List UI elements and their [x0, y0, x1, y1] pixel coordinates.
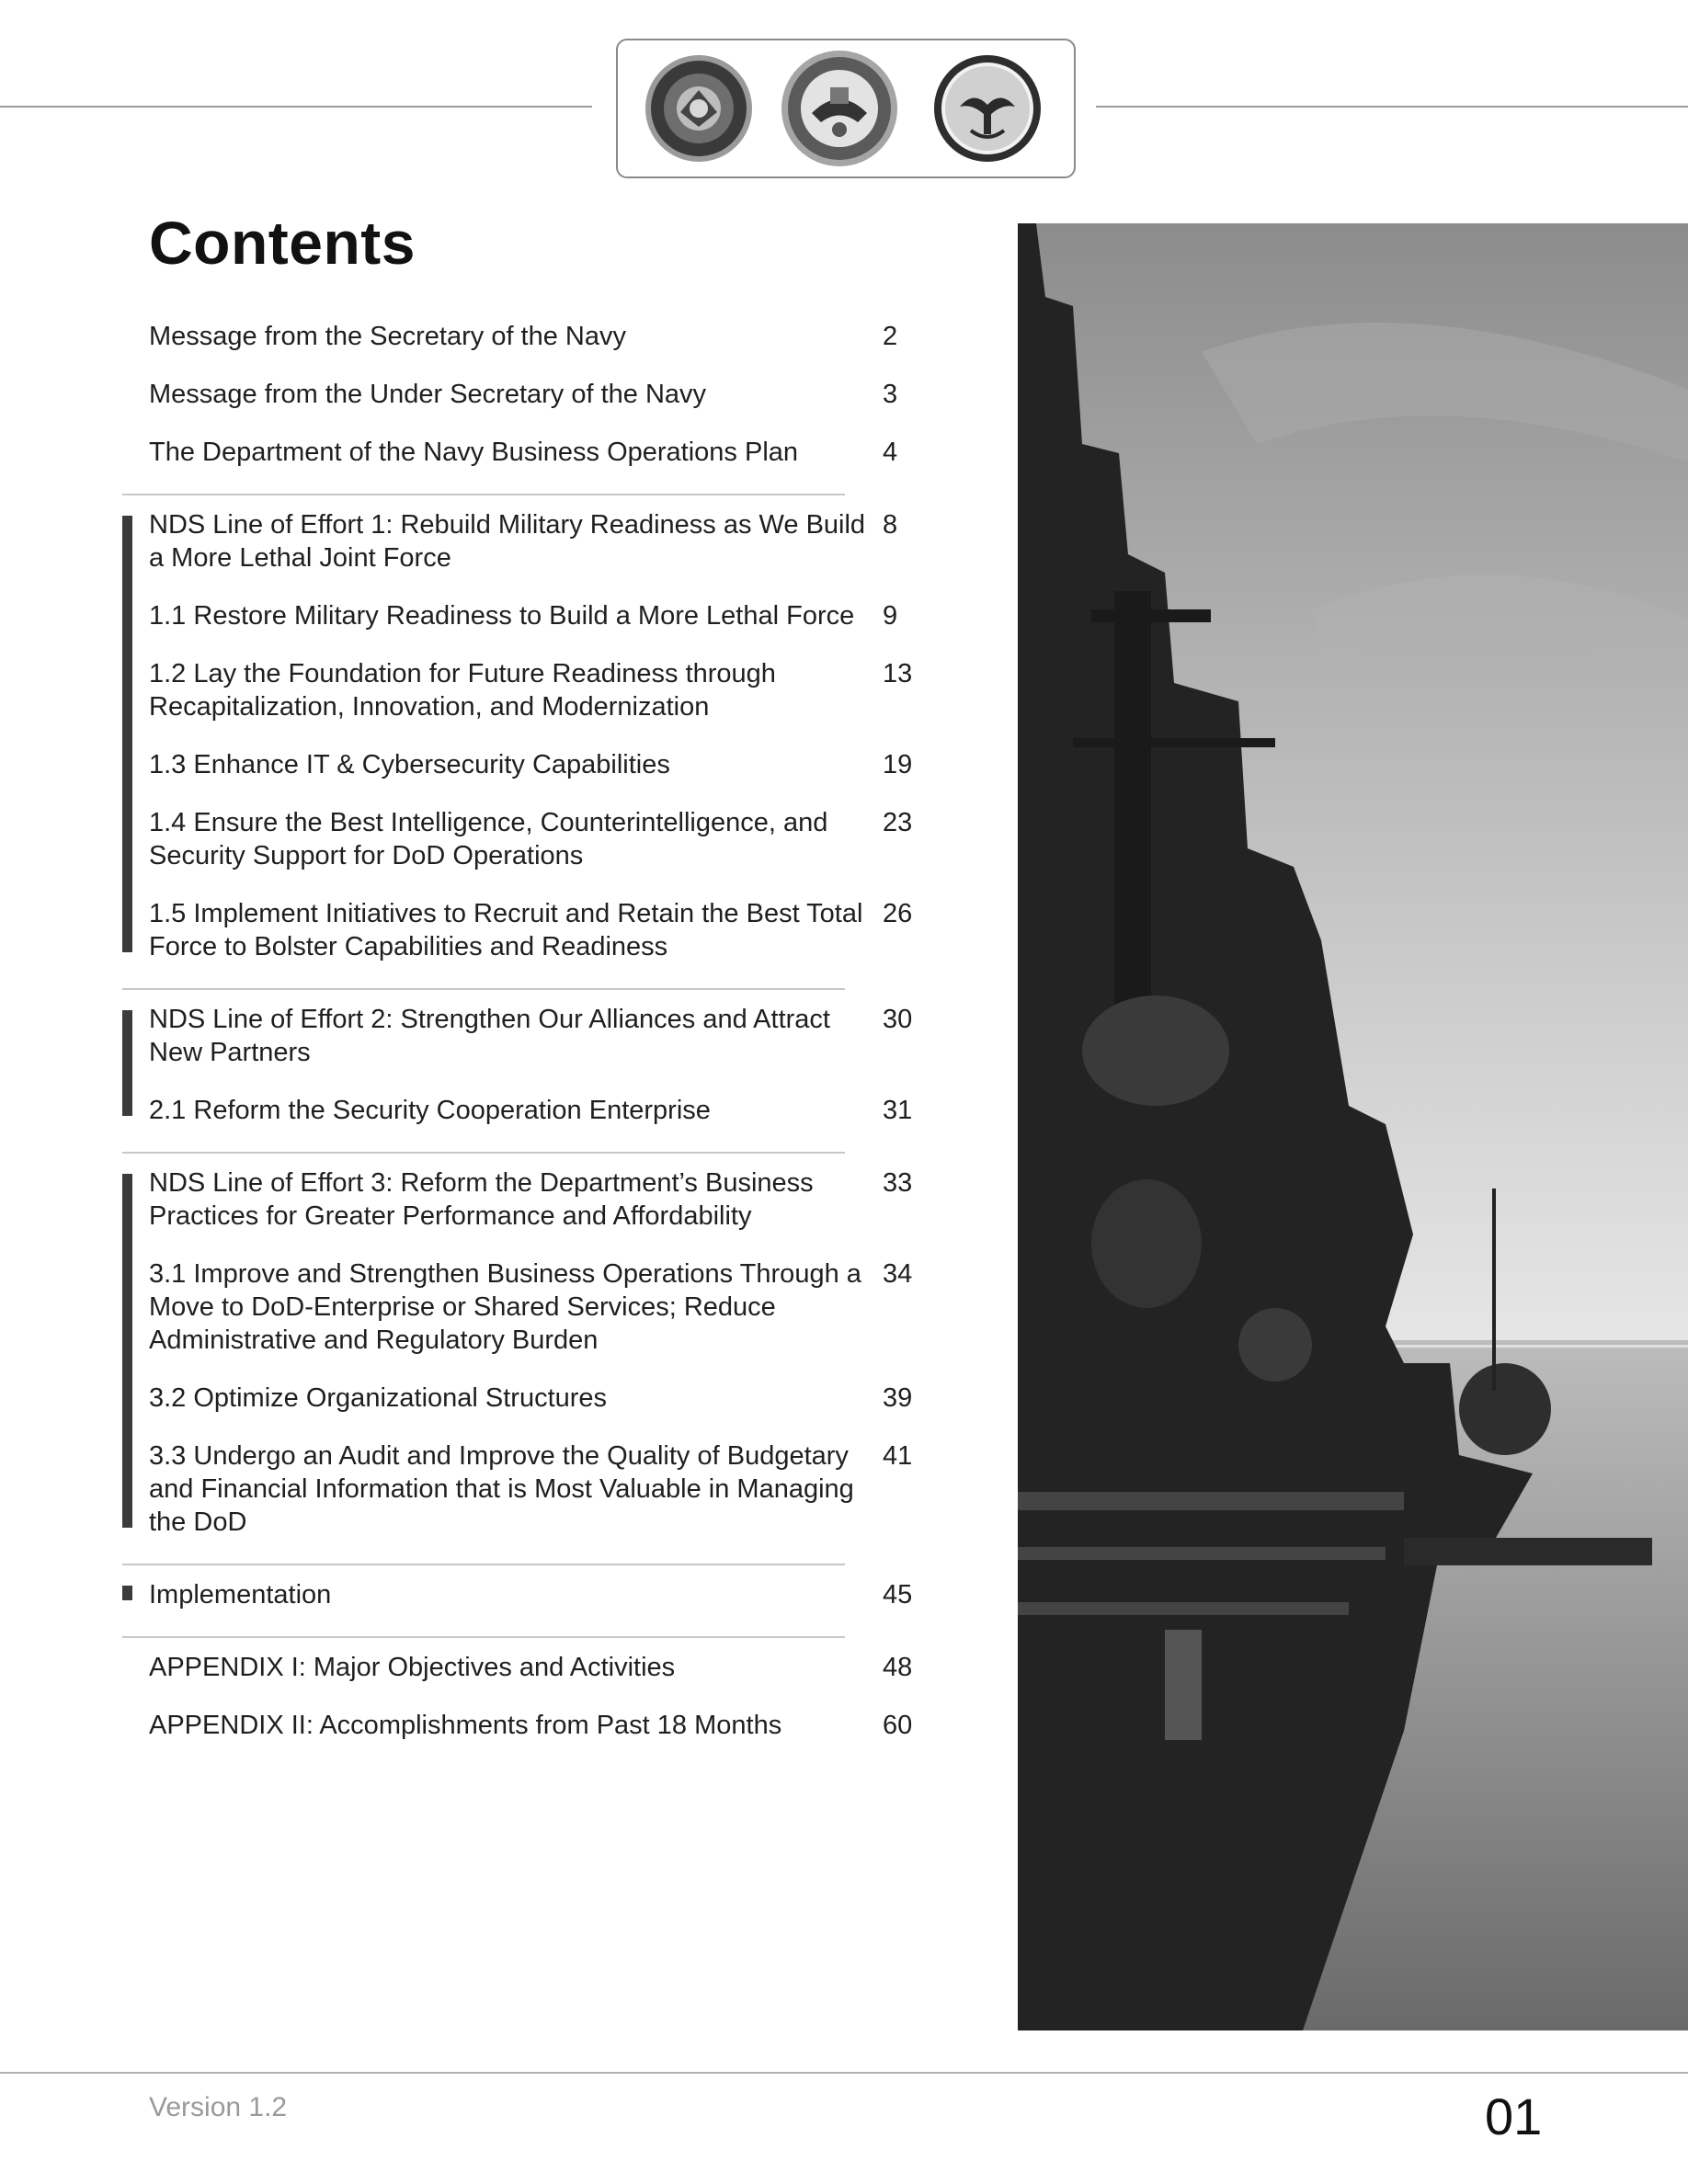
toc-entry[interactable]: [122, 897, 913, 963]
toc-entry[interactable]: [122, 1382, 913, 1415]
toc-section: [122, 494, 913, 963]
toc-entry-title: 1.1 Restore Military Readiness to Build a More Lethal Force: [149, 601, 855, 631]
toc-entry-title: 3.2 Optimize Organizational Structures: [149, 1383, 608, 1413]
toc-entry-title: 3.3 Undergo an Audit and Improve the Quality of Budgetary and Financial Information that is Most Valuable in Managing the DoD: [149, 1441, 854, 1537]
toc-entry[interactable]: [122, 1094, 913, 1127]
toc-entry-title: APPENDIX II: Accomplishments from Past 18 Months: [149, 1711, 782, 1740]
toc-entry-title: APPENDIX I: Major Objectives and Activities: [149, 1653, 676, 1682]
toc-entry-page: 48: [883, 1653, 913, 1682]
toc-entry-title: NDS Line of Effort 3: Reform the Department’s Business Practices for Greater Performance and Affordability: [149, 1168, 814, 1231]
ship-photo: [1018, 223, 1688, 2030]
toc-entry[interactable]: [122, 1651, 913, 1684]
toc-entry-page: 60: [883, 1711, 913, 1740]
toc-entry-page: 31: [883, 1096, 913, 1125]
toc-entry-page: 30: [883, 1005, 913, 1034]
toc-entry[interactable]: [122, 748, 913, 781]
toc-entry-page: 41: [883, 1441, 913, 1471]
toc-entry-title: The Department of the Navy Business Operations Plan: [149, 438, 799, 467]
toc-entry[interactable]: [122, 1709, 913, 1742]
toc-entry-page: 26: [883, 899, 913, 928]
toc-entry-title: Message from the Under Secretary of the Navy: [149, 380, 707, 409]
section-marker-bar: [122, 516, 132, 952]
toc-entry-title: 3.1 Improve and Strengthen Business Operations Through a Move to DoD-Enterprise or Shared Services; Reduce Administrative and Regulatory Burden: [149, 1259, 861, 1355]
toc-entry-title: Message from the Secretary of the Navy: [149, 322, 626, 351]
seal-frame: [616, 39, 1076, 178]
toc-entry[interactable]: [122, 378, 898, 411]
toc-section: [122, 320, 898, 469]
toc-section: [122, 1152, 913, 1539]
toc-entry-page: 45: [883, 1580, 913, 1610]
toc-entry[interactable]: [122, 806, 913, 872]
us-navy-emblem-icon: [932, 53, 1043, 164]
header-rule-right: [1096, 106, 1688, 108]
toc-entry-title: 2.1 Reform the Security Cooperation Enterprise: [149, 1096, 711, 1125]
toc-entry[interactable]: [122, 436, 898, 469]
toc-section: [122, 1564, 913, 1611]
toc-entry-page: 23: [883, 808, 913, 837]
toc-entry-page: 4: [883, 438, 898, 467]
toc-entry-page: 9: [883, 601, 898, 631]
toc-entry-title: 1.3 Enhance IT & Cybersecurity Capabilities: [149, 750, 670, 779]
page-number: 01: [1485, 2087, 1543, 2145]
toc-entry[interactable]: [122, 1166, 913, 1233]
toc-entry-page: 19: [883, 750, 913, 779]
toc-entry-title: 1.4 Ensure the Best Intelligence, Counterintelligence, and Security Support for DoD Operations: [149, 808, 828, 870]
page-title: Contents: [149, 209, 416, 277]
toc-entry-page: 39: [883, 1383, 913, 1413]
toc-entry[interactable]: [122, 1003, 913, 1069]
toc-section: [122, 988, 913, 1127]
toc-entry-page: 3: [883, 380, 898, 409]
toc-entry-page: 8: [883, 510, 898, 540]
toc-section: [122, 1636, 913, 1742]
footer-rule: [0, 2072, 1688, 2074]
toc-entry-title: 1.5 Implement Initiatives to Recruit and Retain the Best Total Force to Bolster Capabilities and Readiness: [149, 899, 863, 961]
header-rule-left: [0, 106, 592, 108]
toc-entry-title: 1.2 Lay the Foundation for Future Readiness through Recapitalization, Innovation, and Modernization: [149, 659, 776, 722]
toc-entry[interactable]: [122, 1578, 913, 1611]
version-label: Version 1.2: [149, 2092, 288, 2122]
toc-entry[interactable]: [122, 599, 898, 632]
marine-corps-seal-icon: [644, 53, 754, 164]
toc-entry-title: NDS Line of Effort 1: Rebuild Military Readiness as We Build a More Lethal Joint Force: [149, 510, 866, 573]
department-of-the-navy-seal-icon: [780, 49, 899, 168]
toc-entry-page: 34: [883, 1259, 913, 1289]
toc-entry[interactable]: [122, 1257, 913, 1357]
toc-entry[interactable]: [122, 320, 898, 353]
toc-entry-title: NDS Line of Effort 2: Strengthen Our Alliances and Attract New Partners: [149, 1005, 830, 1067]
toc-entry-page: 13: [883, 659, 913, 688]
toc-entry[interactable]: [122, 657, 913, 723]
toc-entry[interactable]: [122, 508, 898, 574]
toc-entry-page: 33: [883, 1168, 913, 1198]
toc-entry[interactable]: [122, 1439, 913, 1539]
toc-entry-title: Implementation: [149, 1580, 332, 1610]
table-of-contents: [0, 320, 929, 1767]
toc-entry-page: 2: [883, 322, 898, 351]
